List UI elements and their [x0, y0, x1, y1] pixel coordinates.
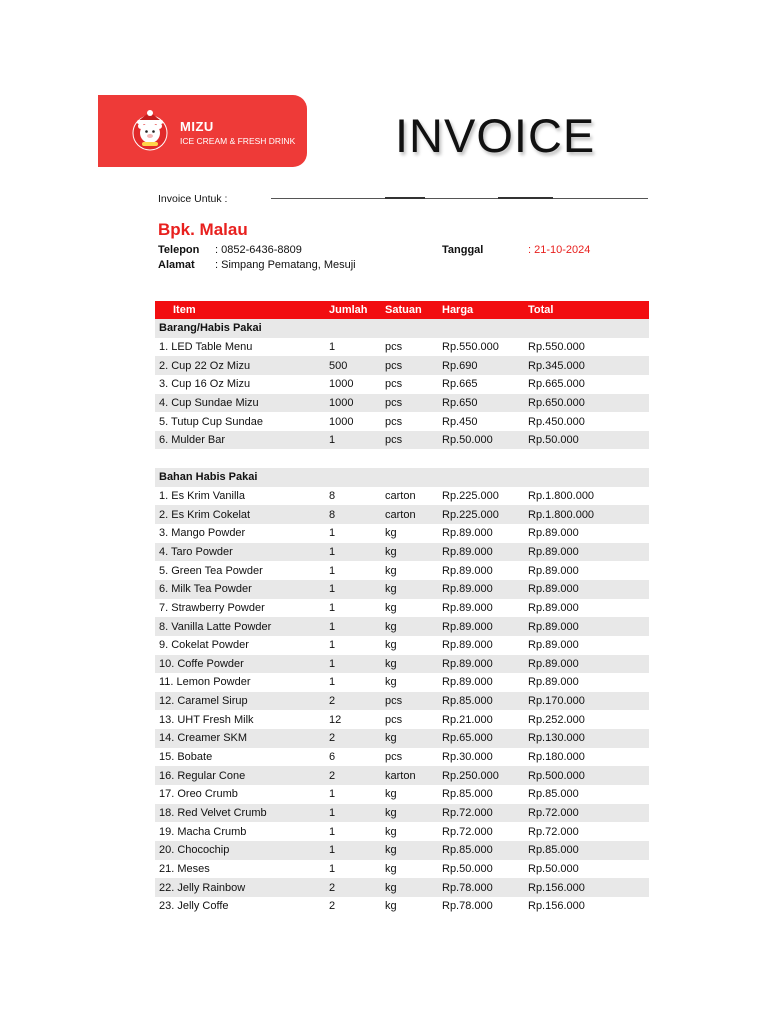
item-price: Rp.89.000: [438, 543, 524, 562]
item-quantity: 8: [325, 505, 381, 524]
item-price: Rp.30.000: [442, 751, 493, 764]
item-total: Rp.665.000: [528, 378, 585, 391]
table-row: [155, 487, 649, 506]
item-unit: kg: [381, 878, 438, 897]
item-name: 14. Creamer SKM: [155, 729, 325, 748]
table-row: [155, 580, 649, 599]
item-name: 5. Tutup Cup Sundae: [159, 415, 263, 428]
item-unit: pcs: [381, 431, 438, 450]
section-title: Bahan Habis Pakai: [155, 468, 649, 487]
item-total: Rp.50.000: [524, 431, 649, 450]
divider-line: [271, 198, 648, 199]
item-unit: kg: [385, 825, 397, 838]
item-total: Rp.72.000: [524, 804, 649, 823]
table-row: [155, 804, 649, 823]
item-name: 2. Es Krim Cokelat: [155, 505, 325, 524]
item-quantity: 1: [325, 804, 381, 823]
item-price: Rp.225.000: [438, 505, 524, 524]
item-name: 7. Strawberry Powder: [159, 601, 265, 614]
item-unit: carton: [385, 490, 416, 503]
item-total: Rp.50.000: [528, 862, 579, 875]
table-row: [155, 860, 649, 879]
item-price: Rp.89.000: [438, 617, 524, 636]
item-unit: kg: [381, 729, 438, 748]
item-price: Rp.85.000: [438, 692, 524, 711]
item-name: 11. Lemon Powder: [159, 676, 251, 689]
item-quantity: 8: [329, 490, 336, 503]
item-quantity: 1: [325, 655, 381, 674]
item-price: Rp.690: [438, 356, 524, 375]
item-quantity: 2: [325, 729, 381, 748]
table-row: [155, 655, 649, 674]
item-quantity: 1: [329, 639, 336, 652]
item-price: Rp.550.000: [442, 340, 499, 353]
brand-banner: [98, 95, 307, 167]
item-name: 4. Cup Sundae Mizu: [155, 394, 325, 413]
item-unit: kg: [381, 655, 438, 674]
table-row: [155, 617, 649, 636]
item-name: 2. Cup 22 Oz Mizu: [155, 356, 325, 375]
item-unit: pcs: [385, 713, 403, 726]
items-table: [155, 301, 649, 916]
item-unit: kg: [381, 580, 438, 599]
item-total: Rp.170.000: [524, 692, 649, 711]
divider-accent: [385, 197, 425, 199]
item-name: 13. UHT Fresh Milk: [159, 713, 254, 726]
item-price: Rp.89.000: [442, 676, 493, 689]
spacer-row: [155, 449, 649, 468]
item-price: Rp.85.000: [438, 841, 524, 860]
table-row: [155, 543, 649, 562]
item-total: Rp.345.000: [524, 356, 649, 375]
item-quantity: 1: [329, 601, 336, 614]
item-price: Rp.78.000: [438, 878, 524, 897]
item-price: Rp.250.000: [438, 766, 524, 785]
item-unit: kg: [385, 900, 397, 913]
header-harga: Harga: [438, 301, 524, 319]
item-unit: pcs: [381, 692, 438, 711]
table-row: [155, 766, 649, 785]
item-name: 3. Cup 16 Oz Mizu: [159, 378, 251, 391]
item-name: 19. Macha Crumb: [159, 825, 247, 838]
table-row: [155, 710, 649, 729]
brand-name: MIZU: [180, 119, 214, 134]
item-unit: pcs: [385, 751, 403, 764]
item-unit: carton: [381, 505, 438, 524]
item-name: 12. Caramel Sirup: [155, 692, 325, 711]
item-total: Rp.89.000: [528, 527, 579, 540]
item-name: 15. Bobate: [159, 751, 213, 764]
item-unit: kg: [385, 788, 397, 801]
invoice-for-label: Invoice Untuk :: [158, 193, 228, 205]
item-quantity: 12: [329, 713, 342, 726]
item-quantity: 1: [329, 564, 336, 577]
table-row: [155, 338, 649, 357]
table-row: [155, 692, 649, 711]
item-quantity: 1000: [329, 378, 354, 391]
table-row: [155, 394, 649, 413]
header-jumlah: Jumlah: [325, 301, 381, 319]
item-name: 18. Red Velvet Crumb: [155, 804, 325, 823]
table-header-row: [155, 301, 649, 319]
divider-accent: [498, 197, 553, 199]
item-unit: kg: [385, 564, 397, 577]
item-total: Rp.180.000: [528, 751, 585, 764]
item-name: 1. LED Table Menu: [159, 340, 253, 353]
item-quantity: 1: [329, 788, 336, 801]
item-name: 5. Green Tea Powder: [159, 564, 263, 577]
item-total: Rp.89.000: [524, 543, 649, 562]
item-name: 6. Milk Tea Powder: [155, 580, 325, 599]
item-total: Rp.89.000: [528, 564, 579, 577]
item-unit: kg: [381, 804, 438, 823]
item-unit: kg: [385, 527, 397, 540]
item-total: Rp.650.000: [524, 394, 649, 413]
item-price: Rp.89.000: [438, 655, 524, 674]
customer-name: Bpk. Malau: [158, 220, 248, 239]
item-total: Rp.85.000: [524, 841, 649, 860]
phone-label: Telepon: [158, 244, 200, 256]
item-unit: kg: [381, 617, 438, 636]
address-label: Alamat: [158, 259, 195, 271]
item-quantity: 500: [325, 356, 381, 375]
item-price: Rp.89.000: [438, 580, 524, 599]
mascot-logo-icon: [128, 109, 172, 153]
table-row: [155, 431, 649, 450]
item-name: 22. Jelly Rainbow: [155, 878, 325, 897]
item-unit: kg: [381, 543, 438, 562]
item-price: Rp.85.000: [442, 788, 493, 801]
item-quantity: 1000: [325, 394, 381, 413]
section-title: Barang/Habis Pakai: [155, 319, 649, 338]
table-row: [155, 375, 649, 394]
item-quantity: 1: [329, 676, 336, 689]
item-price: Rp.50.000: [442, 862, 493, 875]
address-value: : Simpang Pematang, Mesuji: [215, 259, 356, 271]
table-row: [155, 897, 649, 916]
header-item: Item: [155, 301, 325, 319]
item-unit: pcs: [381, 356, 438, 375]
table-row: [155, 412, 649, 431]
item-quantity: 1: [329, 862, 336, 875]
item-price: Rp.89.000: [442, 639, 493, 652]
item-total: Rp.89.000: [524, 617, 649, 636]
item-total: Rp.89.000: [528, 601, 579, 614]
item-total: Rp.85.000: [528, 788, 579, 801]
item-unit: pcs: [385, 340, 403, 353]
item-quantity: 1: [325, 841, 381, 860]
item-name: 1. Es Krim Vanilla: [159, 490, 245, 503]
table-row: [155, 729, 649, 748]
item-unit: kg: [385, 601, 397, 614]
table-row: [155, 356, 649, 375]
section-header-row: [155, 319, 649, 338]
item-name: 16. Regular Cone: [155, 766, 325, 785]
item-quantity: 1: [329, 825, 336, 838]
table-row: [155, 841, 649, 860]
item-name: 8. Vanilla Latte Powder: [155, 617, 325, 636]
table-row: [155, 748, 649, 767]
item-total: Rp.156.000: [528, 900, 585, 913]
item-total: Rp.156.000: [524, 878, 649, 897]
item-unit: pcs: [385, 415, 403, 428]
item-name: 21. Meses: [159, 862, 210, 875]
table-row: [155, 822, 649, 841]
table-row: [155, 505, 649, 524]
item-name: 6. Mulder Bar: [155, 431, 325, 450]
item-total: Rp.1.800.000: [524, 505, 649, 524]
phone-value: : 0852-6436-8809: [215, 244, 302, 256]
item-price: Rp.21.000: [442, 713, 493, 726]
brand-tagline: ICE CREAM & FRESH DRINK: [180, 136, 296, 146]
date-value: : 21-10-2024: [528, 244, 591, 256]
header-total: Total: [524, 301, 649, 319]
item-unit: karton: [381, 766, 438, 785]
item-total: Rp.89.000: [524, 655, 649, 674]
item-quantity: 2: [325, 692, 381, 711]
item-total: Rp.89.000: [528, 676, 579, 689]
item-total: Rp.500.000: [524, 766, 649, 785]
item-unit: kg: [385, 862, 397, 875]
item-price: Rp.89.000: [442, 601, 493, 614]
item-name: 17. Oreo Crumb: [159, 788, 238, 801]
item-quantity: 1: [329, 527, 336, 540]
item-unit: kg: [381, 841, 438, 860]
item-quantity: 1: [325, 617, 381, 636]
item-total: Rp.72.000: [528, 825, 579, 838]
page-title: INVOICE: [395, 109, 596, 162]
item-unit: pcs: [381, 394, 438, 413]
item-total: Rp.550.000: [528, 340, 585, 353]
item-name: 4. Taro Powder: [155, 543, 325, 562]
item-price: Rp.89.000: [442, 564, 493, 577]
table-row: [155, 636, 649, 655]
item-price: Rp.665: [442, 378, 478, 391]
section-header-row: [155, 468, 649, 487]
item-unit: kg: [385, 639, 397, 652]
table-row: [155, 524, 649, 543]
item-total: Rp.252.000: [528, 713, 585, 726]
header-satuan: Satuan: [381, 301, 438, 319]
item-price: Rp.89.000: [442, 527, 493, 540]
item-total: Rp.1.800.000: [528, 490, 595, 503]
item-price: Rp.72.000: [438, 804, 524, 823]
item-name: 3. Mango Powder: [159, 527, 246, 540]
item-price: Rp.50.000: [438, 431, 524, 450]
item-unit: pcs: [385, 378, 403, 391]
item-quantity: 1: [325, 543, 381, 562]
spacer-cell: [155, 449, 649, 468]
item-quantity: 1000: [329, 415, 354, 428]
item-total: Rp.89.000: [524, 580, 649, 599]
item-quantity: 2: [329, 900, 336, 913]
item-name: 9. Cokelat Powder: [159, 639, 249, 652]
date-label: Tanggal: [442, 244, 484, 256]
item-price: Rp.450: [442, 415, 478, 428]
table-row: [155, 599, 649, 618]
item-quantity: 2: [325, 766, 381, 785]
item-price: Rp.72.000: [442, 825, 493, 838]
item-quantity: 1: [325, 580, 381, 599]
item-total: Rp.89.000: [528, 639, 579, 652]
item-name: 20. Chocochip: [155, 841, 325, 860]
item-total: Rp.450.000: [528, 415, 585, 428]
table-row: [155, 561, 649, 580]
item-name: 23. Jelly Coffe: [159, 900, 229, 913]
item-quantity: 1: [329, 340, 336, 353]
item-unit: kg: [385, 676, 397, 689]
item-price: Rp.650: [438, 394, 524, 413]
item-total: Rp.130.000: [524, 729, 649, 748]
item-quantity: 1: [325, 431, 381, 450]
table-row: [155, 785, 649, 804]
item-quantity: 6: [329, 751, 336, 764]
table-row: [155, 878, 649, 897]
table-row: [155, 673, 649, 692]
item-price: Rp.78.000: [442, 900, 493, 913]
item-quantity: 2: [325, 878, 381, 897]
item-price: Rp.65.000: [438, 729, 524, 748]
item-price: Rp.225.000: [442, 490, 499, 503]
item-name: 10. Coffe Powder: [155, 655, 325, 674]
